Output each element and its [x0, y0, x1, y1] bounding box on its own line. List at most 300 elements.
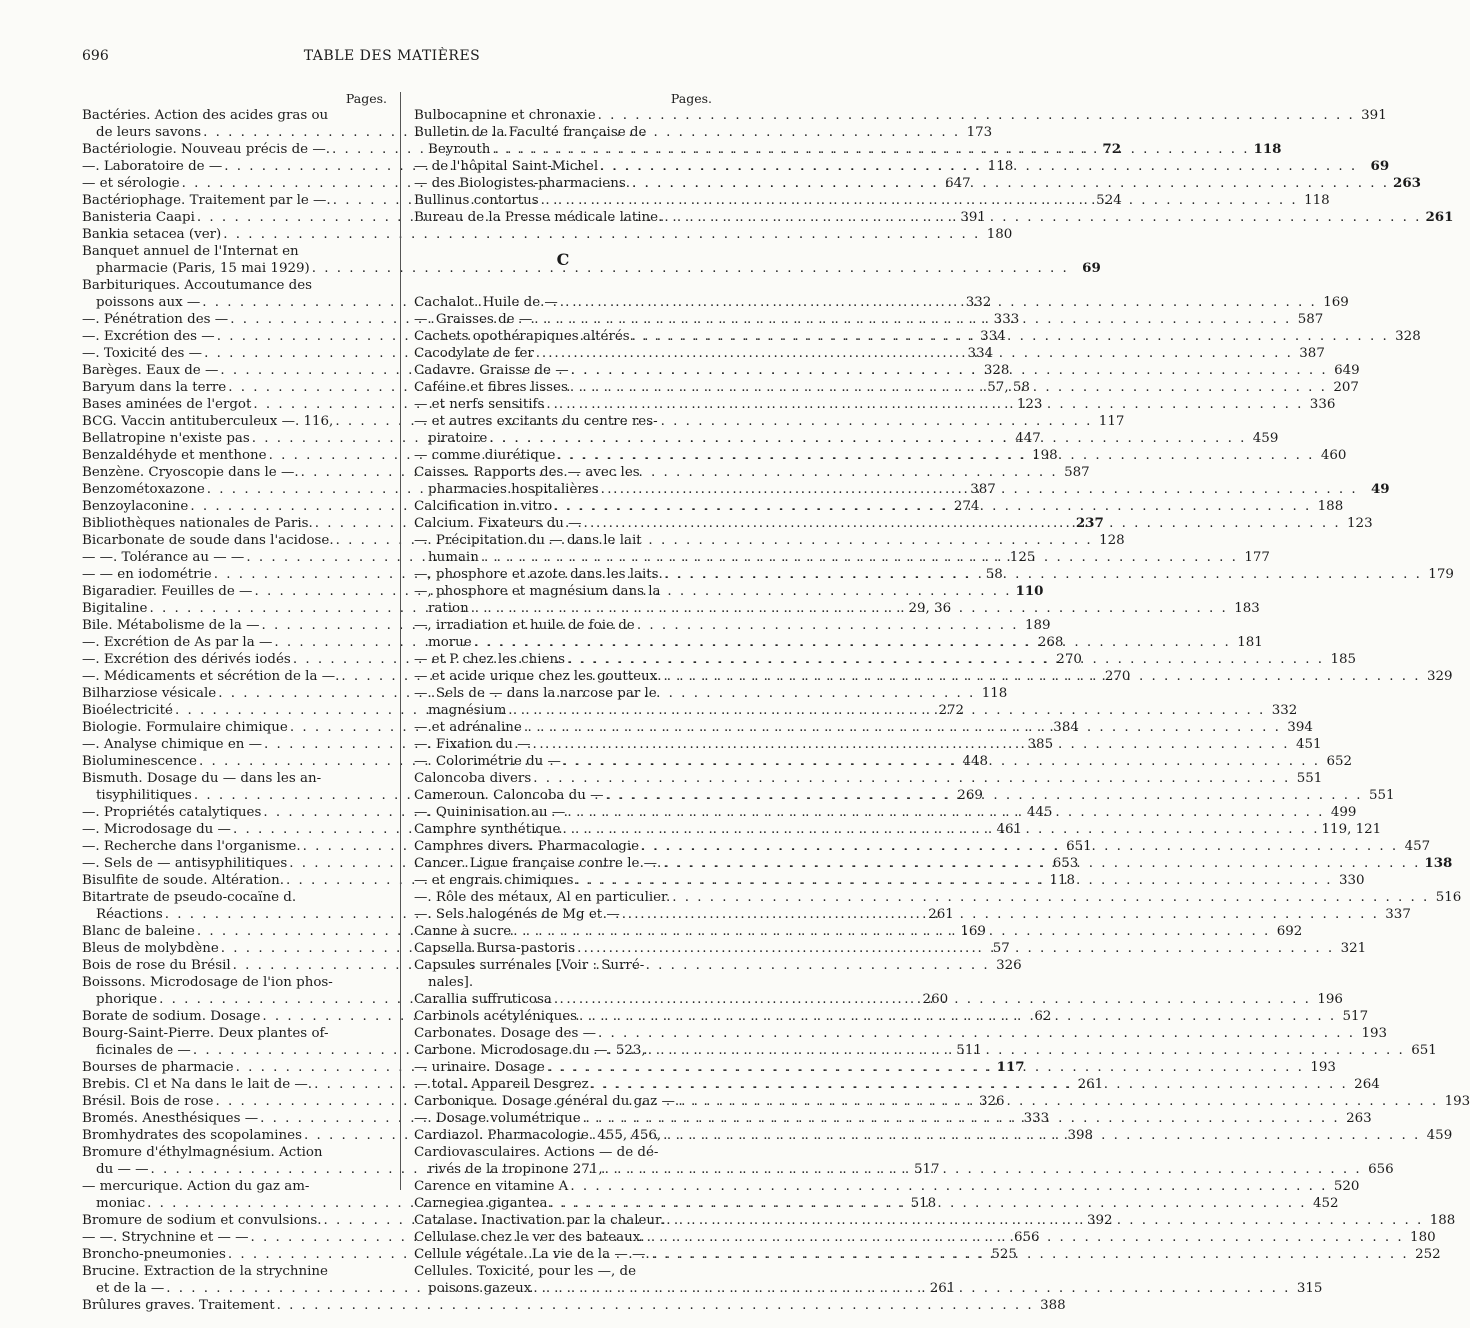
entry-page-number: 125 [1009, 550, 1036, 565]
index-entry [414, 889, 1462, 906]
entry-continuation-line [414, 974, 712, 991]
entry-page-number: 118 [987, 159, 1014, 174]
entry-text: tisyphilitiques [96, 788, 192, 803]
entry-text: Bactéries. Action des acides gras ou [82, 108, 329, 123]
entry-text: Bourses de pharmacie [82, 1060, 234, 1075]
entry-text: — de l'hôpital Saint-Michel [414, 159, 599, 174]
entry-page-number: 653 [1052, 856, 1079, 871]
page-number: 696 [82, 48, 109, 64]
entry-text: Bactériologie. Nouveau précis de —. [82, 142, 330, 157]
dot-leader [604, 787, 1365, 804]
entry-text: —. Précipitation du — dans le lait [414, 533, 642, 548]
entry-page-number: 448 [962, 754, 989, 769]
dot-leader [531, 1280, 1292, 1297]
entry-text: Brésil. Bois de rose [82, 1094, 214, 1109]
entry-line [414, 685, 712, 702]
index-entry [82, 226, 1013, 243]
entry-text: Cacodylate de fer [414, 346, 534, 361]
entry-page-number: 451 [1295, 737, 1322, 752]
entry-page-number: 272 [938, 703, 965, 718]
dot-leader [531, 770, 1292, 787]
entry-page-number: 459 [1252, 431, 1279, 446]
entry-line [414, 107, 1387, 124]
entry-page-number: 183 [1234, 601, 1260, 616]
dot-leader [552, 498, 1313, 515]
entry-page-number: 123 [1016, 397, 1043, 412]
entry-page-number: 551 [1296, 771, 1323, 786]
entry-text: Bleus de molybdène [82, 941, 219, 956]
entry-page-number: 188 [1429, 1213, 1456, 1228]
entry-text: Baryum dans la terre [82, 380, 227, 395]
entry-page-number: 656 [1368, 1162, 1394, 1177]
dot-leader [646, 1042, 1407, 1059]
entry-page-number: 321 [1340, 941, 1367, 956]
entry-text: Bromés. Anesthésiques — [82, 1111, 259, 1126]
entry-text: —. Graisses de — [414, 312, 533, 327]
dot-leader [581, 1110, 1342, 1127]
page-header [82, 48, 702, 70]
entry-line [82, 107, 387, 124]
entry-text: Camphre synthétique [414, 822, 561, 837]
entry-line [414, 957, 712, 974]
dot-leader [530, 736, 1291, 753]
entry-text: — urinaire. Dosage [414, 1060, 545, 1075]
entry-text: Bactériophage. Traitement par le —. [82, 193, 331, 208]
entry-line [414, 413, 712, 430]
dot-leader [620, 906, 1381, 923]
entry-text: Carbone. Microdosage du —. 523, [414, 1043, 646, 1058]
entry-text: — comme diurétique [414, 448, 556, 463]
entry-text: —. Excrétion des dérivés iodés [82, 652, 291, 667]
entry-page-number: 237 [1075, 515, 1104, 531]
entry-page-number: 329 [1426, 669, 1453, 684]
entry-page-number: 62 [1034, 1009, 1052, 1024]
entry-line [414, 1178, 1360, 1195]
dot-leader [545, 1059, 1306, 1076]
entry-text: Barèges. Eaux de — [82, 363, 219, 378]
entry-text: ficinales de — [96, 1043, 191, 1058]
section-gap [414, 277, 712, 294]
entry-text: rivés de la tropinone 271, [428, 1162, 603, 1177]
entry-page-number: 169 [1323, 295, 1349, 310]
entry-text: Cellule végétale. La vie de la — —. [414, 1247, 650, 1262]
dot-leader [663, 566, 1424, 583]
entry-page-number: 196 [1317, 992, 1343, 1007]
entry-page-number: 173 [966, 125, 993, 140]
entry-text: — total. Appareil Desgrez [414, 1077, 589, 1092]
entry-text: Cardiovasculaires. Actions — de dé- [414, 1145, 659, 1160]
entry-page-number: 270 [1056, 652, 1082, 667]
entry-text: Cadavre. Graisse de — [414, 363, 569, 378]
entry-text: Bois de rose du Brésil [82, 958, 231, 973]
dot-leader [599, 481, 1360, 498]
entry-page-number: 384 [1053, 720, 1079, 735]
entry-text: Carnegiea gigantea [414, 1196, 548, 1211]
entry-page-number: 49 [1370, 481, 1390, 497]
dot-leader [555, 447, 1316, 464]
entry-text: moniac [96, 1196, 146, 1211]
index-entry [414, 1178, 1360, 1195]
dot-leader [670, 889, 1431, 906]
entry-text: —. Médicaments et sécrétion de la —. [82, 669, 340, 684]
entry-page-number: 181 [1237, 635, 1263, 650]
entry-text: —. Dosage volumétrique [414, 1111, 581, 1126]
dot-leader [575, 940, 1336, 957]
entry-text: Brebis. Cl et Na dans le lait de —. [82, 1077, 313, 1092]
entry-page-number: 193 [1444, 1094, 1470, 1109]
entry-line [82, 1025, 387, 1042]
entry-page-number: 457 [1404, 839, 1431, 854]
dot-leader [577, 1008, 1338, 1025]
dot-leader [552, 991, 1313, 1008]
entry-text: Bankia setacea (ver) [82, 227, 222, 242]
entry-page-number: 447 [1015, 431, 1041, 446]
entry-text: —. Laboratoire de — [82, 159, 223, 174]
entry-text: Benzoylaconine [82, 499, 189, 514]
entry-text: Capsella Bursa-pastoris [414, 941, 576, 956]
entry-page-number: 177 [1244, 550, 1270, 565]
entry-page-number: 692 [1276, 924, 1303, 939]
section-gap [414, 226, 712, 243]
entry-page-number: 391 [1361, 108, 1387, 123]
entry-text: — mercurique. Action du gaz am- [82, 1179, 310, 1194]
entry-text: —. Excrétion de As par la — [82, 635, 273, 650]
entry-text: —. Sels halogénés de Mg et — [414, 907, 620, 922]
entry-text: Bureau de la Presse médicale latine. [414, 210, 663, 225]
entry-page-number: 445 [1026, 805, 1053, 820]
entry-text: — et P chez les chiens [414, 652, 565, 667]
entry-text: —, irradiation et huile de foie de [414, 618, 635, 633]
entry-page-number: 118 [981, 686, 1008, 701]
entry-page-number: 193 [1310, 1060, 1336, 1075]
entry-page-number: 647 [945, 176, 971, 191]
dot-leader [596, 107, 1357, 124]
entry-text: Bullinus contortus [414, 193, 539, 208]
entry-page-number: 388 [1040, 1298, 1066, 1313]
entry-text: — — en iodométrie [82, 567, 212, 582]
column-divider [400, 92, 401, 1190]
entry-text: pharmacie (Paris, 15 mai 1929) [96, 261, 310, 276]
entry-text: —. Excrétion des — [82, 329, 215, 344]
entry-page-number: 118 [1049, 873, 1076, 888]
entry-page-number: 263 [1393, 175, 1421, 191]
dot-leader [511, 923, 1272, 940]
entry-text: Carence en vitamine A [414, 1179, 569, 1194]
entry-text: Carbinols acétyléniques [414, 1009, 578, 1024]
entry-page-number: 330 [1339, 873, 1365, 888]
entry-page-number: 391 [960, 210, 986, 225]
entry-page-number: 387 [970, 482, 996, 497]
entry-text: Calcification in vitro [414, 499, 553, 514]
entry-text: —. Colorimétrie du — [414, 754, 561, 769]
entry-page-number: 180 [986, 227, 1013, 242]
entry-text: Cameroun. Caloncoba du — [414, 788, 604, 803]
dot-leader [661, 855, 1422, 872]
entry-page-number: 117 [996, 1059, 1025, 1075]
entry-page-number: 58 [985, 567, 1003, 582]
entry-text: Benzométoxazone [82, 482, 205, 497]
entry-text: Capsules surrénales [Voir : Surré- [414, 958, 645, 973]
entry-page-number: 57 [992, 941, 1010, 956]
entry-text: Bisulfite de soude. Altération. [82, 873, 284, 888]
entry-text: Caloncoba divers [414, 771, 532, 786]
dot-leader [539, 192, 1300, 209]
entry-line [414, 124, 712, 141]
entry-text: — et autres excitants du centre res- [414, 414, 658, 429]
entry-page-number: 315 [1296, 1281, 1323, 1296]
entry-text: Bibliothèques nationales de Paris. [82, 516, 313, 531]
entry-page-number: 334 [980, 329, 1006, 344]
entry-page-number: 57, 58 [987, 380, 1030, 395]
entry-text: Cardiazol. Pharmacologie. 455, 456, [414, 1128, 662, 1143]
entry-page-number: 261 [1077, 1077, 1104, 1092]
entry-line [82, 1178, 387, 1195]
entry-page-number: 334 [967, 346, 994, 361]
entry-page-number: 128 [1099, 533, 1125, 548]
dot-leader [568, 379, 1329, 396]
dot-leader [662, 209, 1423, 226]
entry-page-number: 461 [996, 822, 1022, 837]
entry-text: poisons gazeux [428, 1281, 532, 1296]
entry-page-number: 499 [1330, 805, 1357, 820]
entry-page-number: 185 [1330, 652, 1357, 667]
entry-text: Cachets opothérapiques altérés [414, 329, 630, 344]
entry-line [414, 583, 712, 600]
entry-text: Bases aminées de l'ergot [82, 397, 252, 412]
dot-leader [679, 1093, 1440, 1110]
entry-page-number: 261 [929, 1281, 956, 1296]
entry-text: — et sérologie [82, 176, 180, 191]
entry-text: —. Analyse chimique en — [82, 737, 263, 752]
entry-page-number: 460 [1320, 448, 1347, 463]
entry-text: — et acide urique chez les goutteux. [414, 669, 662, 684]
entry-page-number: 193 [1361, 1026, 1388, 1041]
entry-text: Beyrouth [428, 142, 491, 157]
dot-leader [661, 1127, 1422, 1144]
dot-leader [561, 753, 1322, 770]
running-title: TABLE DES MATIÈRES [303, 48, 481, 64]
entry-page-number: 188 [1317, 499, 1344, 514]
entry-line [82, 889, 387, 906]
entry-text: Bilharziose vésicale [82, 686, 217, 701]
entry-line [82, 1297, 1066, 1314]
entry-page-number: 337 [1385, 907, 1411, 922]
entry-text: Bourg-Saint-Pierre. Deux plantes of- [82, 1026, 329, 1041]
entry-text: de leurs savons [96, 125, 202, 140]
entry-text: Benzaldéhyde et menthone [82, 448, 267, 463]
entry-line [414, 889, 1462, 906]
entry-text: Bromhydrates des scopolamines [82, 1128, 302, 1143]
entry-page-number: 332 [965, 295, 992, 310]
entry-page-number: 261 [928, 907, 954, 922]
index-entry [414, 1025, 1388, 1042]
entry-text: Réactions [96, 907, 163, 922]
entry-text: Canne à sucre [414, 924, 512, 939]
entry-page-number: 398 [1067, 1128, 1093, 1143]
entry-text: magnésium [428, 703, 507, 718]
dot-leader [596, 1025, 1357, 1042]
entry-line [82, 1263, 387, 1280]
entry-text: Cellules. Toxicité, pour les —, de [414, 1264, 636, 1279]
entry-page-number: 525 [991, 1247, 1017, 1262]
entry-page-number: 652 [1326, 754, 1352, 769]
dot-leader [487, 430, 1248, 447]
entry-text: Boissons. Microdosage de l'ion phos- [82, 975, 333, 990]
entry-page-number: 69 [1370, 158, 1390, 174]
entry-text: Brucine. Extraction de la strychnine [82, 1264, 328, 1279]
dot-leader [560, 821, 1321, 838]
entry-text: piratoire [428, 431, 488, 446]
entry-text: Blanc de baleine [82, 924, 195, 939]
dot-leader [662, 668, 1423, 685]
entry-text: Caféine et fibres lisses [414, 380, 568, 395]
index-entry [82, 243, 1101, 277]
entry-page-number: 270 [1104, 669, 1131, 684]
entry-page-number: 392 [1087, 1213, 1113, 1228]
entry-text: — et engrais chimiques [414, 873, 574, 888]
entry-text: —. Microdosage du — [82, 822, 231, 837]
entry-text: Bile. Métabolisme de la — [82, 618, 260, 633]
entry-text: —. Quininisation au — [414, 805, 566, 820]
entry-text: Biologie. Formulaire chimique [82, 720, 288, 735]
entry-text: —. Propriétés catalytiques [82, 805, 262, 820]
entry-text: Banquet annuel de l'Internat en [82, 244, 299, 259]
entry-text: phorique [96, 992, 158, 1007]
entry-page-number: 518 [910, 1196, 937, 1211]
entry-text: Barbituriques. Accoutumance des [82, 278, 312, 293]
entry-text: —, phosphore et magnésium dans la [414, 584, 661, 599]
entry-page-number: 524 [1096, 193, 1122, 208]
pages-column-label: Pages. [670, 91, 712, 106]
index-entry [414, 957, 712, 991]
entry-text: —. Toxicité des — [82, 346, 203, 361]
entry-page-number: 517 [913, 1162, 940, 1177]
entry-text: — —. Strychnine et — — [82, 1230, 249, 1245]
entry-text: —. Fixation du — [414, 737, 531, 752]
dot-leader [548, 1195, 1309, 1212]
entry-page-number: 587 [1297, 312, 1324, 327]
entry-text: — et nerfs sensitifs [414, 397, 545, 412]
entry-page-number: 29, 36 [908, 601, 952, 616]
entry-page-number: 651 [1066, 839, 1092, 854]
entry-text: —. Rôle des métaux, Al en particulier. [414, 890, 671, 905]
entry-line [414, 464, 712, 481]
entry-page-number: 517 [1342, 1009, 1369, 1024]
entry-page-number: 326 [978, 1094, 1005, 1109]
entry-page-number: 117 [1098, 414, 1125, 429]
entry-continuation-line [82, 260, 1101, 277]
section-letter-heading: C [556, 250, 570, 269]
entry-text: Carallia suffruticosa [414, 992, 552, 1007]
entry-page-number: 587 [1064, 465, 1090, 480]
entry-text: humain [428, 550, 479, 565]
index-entry [414, 770, 1323, 787]
entry-text: — —. Tolérance au — — [82, 550, 245, 565]
entry-text: —. Sels de — dans la narcose par le [414, 686, 657, 701]
entry-page-number: 269 [957, 788, 983, 803]
entry-text: Bigaradier. Feuilles de — [82, 584, 253, 599]
pages-column-label: Pages. [345, 91, 387, 106]
entry-page-number: 118 [1253, 141, 1282, 157]
entry-line [414, 532, 712, 549]
entry-page-number: 551 [1368, 788, 1395, 803]
dot-leader [275, 1297, 1036, 1314]
entry-page-number: 72 [1102, 141, 1122, 157]
entry-page-number: 332 [1271, 703, 1298, 718]
entry-text: Borate de sodium. Dosage [82, 1009, 261, 1024]
entry-text: Bromure d'éthylmagnésium. Action [82, 1145, 323, 1160]
entry-text: Catalase. Inactivation par la chaleur. [414, 1213, 665, 1228]
entry-line [414, 617, 712, 634]
entry-text: —, phosphore et azote dans les laits. [414, 567, 663, 582]
entry-page-number: 394 [1287, 720, 1313, 735]
dot-leader [598, 158, 1359, 175]
dot-leader [469, 600, 1230, 617]
entry-text: Brûlures graves. Traitement [82, 1298, 275, 1313]
entry-text: Bulletin de la Faculté française de [414, 125, 647, 140]
entry-text: Broncho-pneumonies [82, 1247, 226, 1262]
dot-leader [630, 328, 1391, 345]
entry-line [414, 1144, 712, 1161]
entry-page-number: 189 [1024, 618, 1051, 633]
entry-page-number: 385 [1027, 737, 1054, 752]
entry-text: Bioélectricité [82, 703, 173, 718]
entry-text: Calcium. Fixateurs du — [414, 516, 582, 531]
entry-text: Carbonique. Dosage général du gaz —. [414, 1094, 680, 1109]
dot-leader [532, 311, 1293, 328]
dot-leader [534, 345, 1295, 362]
entry-text: pharmacies hospitalières [428, 482, 599, 497]
entry-page-number: 198 [1032, 448, 1058, 463]
entry-page-number: 207 [1333, 380, 1359, 395]
entry-line [82, 1144, 387, 1161]
entry-page-number: 333 [1023, 1111, 1050, 1126]
dot-leader [565, 651, 1326, 668]
dot-leader [522, 719, 1283, 736]
dot-leader [574, 872, 1335, 889]
index-entry [414, 107, 1387, 124]
entry-page-number: 264 [1354, 1077, 1380, 1092]
dot-leader [479, 549, 1240, 566]
entry-text: —. Sels de — antisyphilitiques [82, 856, 288, 871]
entry-page-number: 138 [1424, 855, 1453, 871]
entry-page-number: 123 [1347, 516, 1373, 531]
entry-page-number: 69 [1082, 260, 1101, 276]
entry-page-number: 511 [956, 1043, 982, 1058]
entry-text: Caisses. Rapports des — avec les [414, 465, 640, 480]
dot-leader [544, 396, 1305, 413]
entry-text: Camphres divers. Pharmacologie [414, 839, 640, 854]
entry-text: Bitartrate de pseudo-cocaïne d. [82, 890, 297, 905]
entry-text: du — — [96, 1162, 149, 1177]
entry-page-number: 326 [996, 958, 1022, 973]
index-entry [82, 1297, 1066, 1314]
dot-leader [639, 838, 1400, 855]
dot-leader [568, 1178, 1329, 1195]
entry-text: Bulbocapnine et chronaxie [414, 108, 596, 123]
entry-text: morue [428, 635, 472, 650]
entry-text: — des Biologistes-pharmaciens. [414, 176, 630, 191]
entry-line [82, 770, 387, 787]
dot-leader [565, 804, 1326, 821]
entry-text: et de la — [96, 1281, 165, 1296]
entry-text: Cellulase chez le ver des bateaux. [414, 1230, 645, 1245]
entry-page-number: 387 [1299, 346, 1325, 361]
entry-page-number: 656 [1014, 1230, 1040, 1245]
entry-page-number: 328 [983, 363, 1010, 378]
entry-text: — et adrénaline [414, 720, 522, 735]
entry-page-number: 179 [1428, 567, 1454, 582]
